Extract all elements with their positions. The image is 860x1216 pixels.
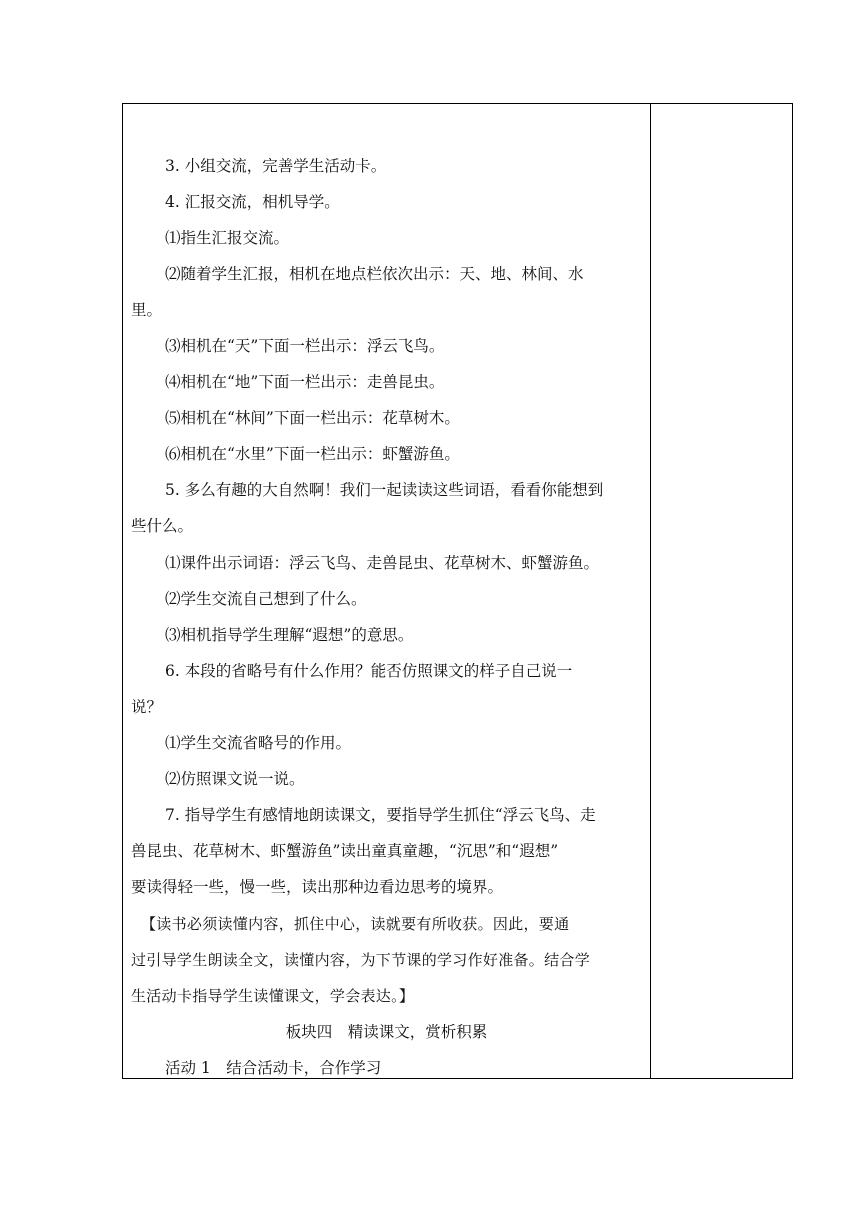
- lesson-plan-table: [122, 103, 793, 1079]
- text-line: 说？: [131, 698, 163, 716]
- text-line: ⑶相机在“天”下面一栏出示：浮云飞鸟。: [165, 337, 445, 355]
- text-line: 些什么。: [131, 517, 194, 535]
- text-line: ⑴学生交流省略号的作用。: [165, 734, 352, 752]
- text-line: ⑹相机在“水里”下面一栏出示：虾蟹游鱼。: [165, 445, 460, 463]
- text-line: 要读得轻一些，慢一些，读出那种边看边思考的境界。: [131, 878, 504, 896]
- text-line: ⑷相机在“地”下面一栏出示：走兽昆虫。: [165, 373, 445, 391]
- text-line: ⑶相机指导学生理解“遐想”的意思。: [165, 626, 414, 644]
- commentary-line: 生活动卡指导学生读懂课文，学会表达。】: [131, 987, 415, 1005]
- text-line: ⑵学生交流自己想到了什么。: [165, 590, 367, 608]
- text-line: ⑸相机在“林间”下面一栏出示：花草树木。: [165, 409, 460, 427]
- section-heading: 板块四 精读课文，赏析积累: [285, 1023, 488, 1041]
- text-line: ⑴指生汇报交流。: [165, 229, 290, 247]
- activity-heading: 活动 1 结合活动卡，合作学习: [165, 1059, 382, 1077]
- column-divider: [650, 104, 651, 1078]
- text-line: 6. 本段的省略号有什么作用？能否仿照课文的样子自己说一: [165, 662, 573, 680]
- main-content-cell: [123, 104, 650, 1078]
- text-line: ⑵随着学生汇报，相机在地点栏依次出示：天、地、林间、水: [165, 265, 584, 283]
- text-line: 5. 多么有趣的大自然啊！我们一起读读这些词语，看看你能想到: [165, 481, 604, 499]
- text-line: 兽昆虫、花草树木、虾蟹游鱼”读出童真童趣，“沉思”和“遐想”: [131, 842, 559, 860]
- text-line: 4. 汇报交流，相机导学。: [165, 193, 340, 211]
- text-line: ⑴课件出示词语：浮云飞鸟、走兽昆虫、花草树木、虾蟹游鱼。: [165, 554, 600, 572]
- commentary-line: 【读书必须读懂内容，抓住中心，读就要有所收获。因此，要通: [141, 915, 570, 933]
- text-line: 7. 指导学生有感情地朗读课文，要指导学生抓住“浮云飞鸟、走: [165, 806, 596, 824]
- text-line: ⑵仿照课文说一说。: [165, 770, 305, 788]
- commentary-line: 过引导学生朗读全文，读懂内容，为下节课的学习作好准备。结合学: [131, 951, 591, 969]
- text-line: 3. 小组交流，完善学生活动卡。: [165, 157, 387, 175]
- text-line: 里。: [131, 301, 163, 319]
